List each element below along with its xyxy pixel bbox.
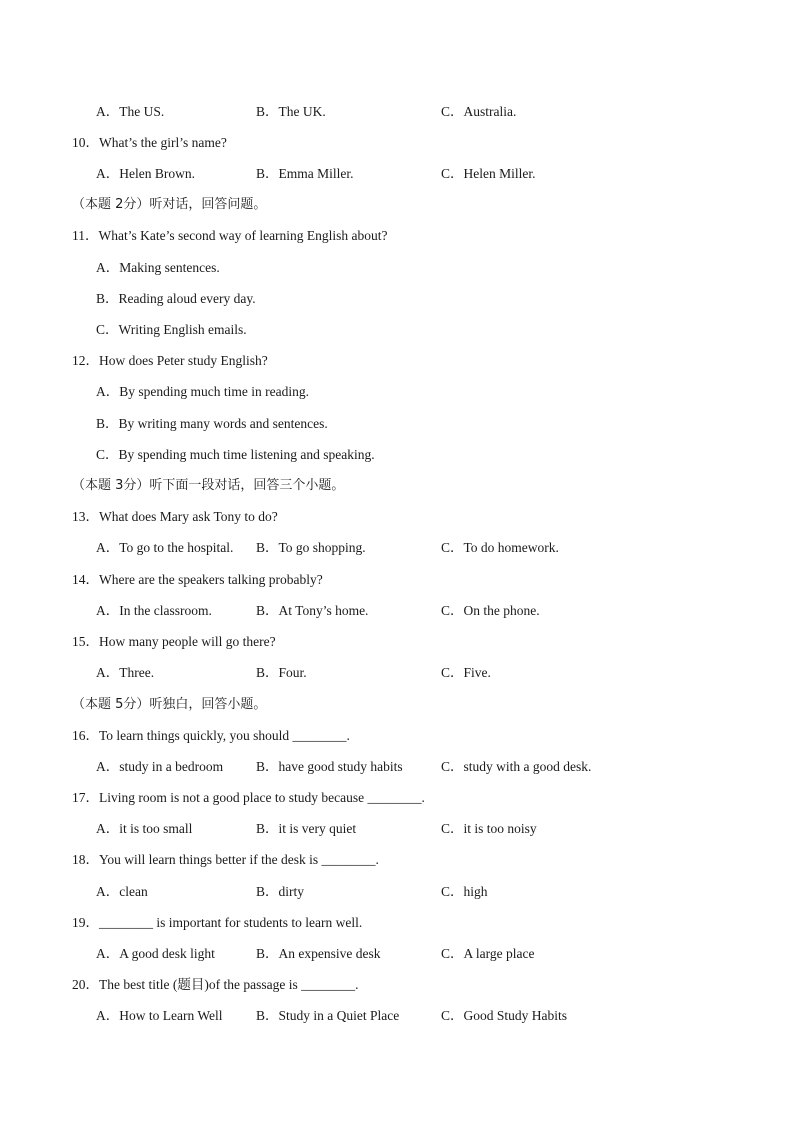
- q9-options: [0, 103, 794, 121]
- q13-option-c: C．To do homework.: [441, 540, 559, 555]
- q12-option-a: A．By spending much time in reading.: [96, 384, 309, 399]
- q16-stem: 16．To learn things quickly, you should ________.: [72, 728, 350, 743]
- q11-option-a: A．Making sentences.: [96, 260, 220, 275]
- q16-option-b: B．have good study habits: [256, 759, 403, 774]
- q14-option-b: B．At Tony’s home.: [256, 603, 369, 618]
- q10-option-c: C．Helen Miller.: [441, 166, 536, 181]
- q20-options: [0, 1007, 794, 1025]
- q19-stem: 19．________ is important for students to learn well.: [72, 915, 363, 930]
- q19-options: [0, 945, 794, 963]
- q9-option-b: B．The UK.: [256, 104, 326, 119]
- q14-options: [0, 602, 794, 620]
- q13-option-a: A．To go to the hospital.: [96, 540, 234, 555]
- q19-option-a: A．A good desk light: [96, 946, 215, 961]
- q18-option-c: C．high: [441, 884, 488, 899]
- q11-stem: 11．What’s Kate’s second way of learning English about?: [72, 228, 388, 243]
- q14-option-c: C．On the phone.: [441, 603, 540, 618]
- q10-option-b: B．Emma Miller.: [256, 166, 354, 181]
- q14-option-a: A．In the classroom.: [96, 603, 212, 618]
- q16-option-a: A．study in a bedroom: [96, 759, 224, 774]
- q15-stem: 15．How many people will go there?: [72, 634, 276, 649]
- q10-option-a: A．Helen Brown.: [96, 166, 195, 181]
- q14-stem: 14．Where are the speakers talking probably?: [72, 572, 323, 587]
- q20-option-c: C．Good Study Habits: [441, 1008, 568, 1023]
- q18-stem: 18．You will learn things better if the desk is ________.: [72, 852, 379, 867]
- q18-option-a: A．clean: [96, 884, 148, 899]
- q16-option-c: C．study with a good desk.: [441, 759, 592, 774]
- q9-option-a: A．The US.: [96, 104, 165, 119]
- q17-options: [0, 820, 794, 838]
- q15-option-c: C．Five.: [441, 665, 491, 680]
- q10-options: [0, 165, 794, 183]
- q15-option-a: A．Three.: [96, 665, 155, 680]
- q11-option-c: C．Writing English emails.: [96, 322, 247, 337]
- q20-option-a: A．How to Learn Well: [96, 1008, 223, 1023]
- section-heading-5: （本题 5分）听独白，回答小题。: [72, 697, 267, 712]
- q17-option-b: B．it is very quiet: [256, 821, 357, 836]
- q11-option-b: B．Reading aloud every day.: [96, 291, 256, 306]
- q13-option-b: B．To go shopping.: [256, 540, 366, 555]
- q17-option-c: C．it is too noisy: [441, 821, 537, 836]
- q18-options: [0, 883, 794, 901]
- q12-stem: 12．How does Peter study English?: [72, 353, 268, 368]
- q18-option-b: B．dirty: [256, 884, 305, 899]
- q12-option-b: B．By writing many words and sentences.: [96, 416, 328, 431]
- q13-options: [0, 539, 794, 557]
- q16-options: [0, 758, 794, 776]
- q15-options: [0, 664, 794, 682]
- q13-stem: 13．What does Mary ask Tony to do?: [72, 509, 278, 524]
- q19-option-b: B．An expensive desk: [256, 946, 381, 961]
- q17-stem: 17．Living room is not a good place to study because ________.: [72, 790, 425, 805]
- q12-option-c: C．By spending much time listening and speaking.: [96, 447, 375, 462]
- q20-option-b: B．Study in a Quiet Place: [256, 1008, 400, 1023]
- section-heading-2: （本题 2分）听对话，回答问题。: [72, 197, 267, 212]
- q10-stem: 10．What’s the girl’s name?: [72, 135, 227, 150]
- section-heading-3: （本题 3分）听下面一段对话，回答三个小题。: [72, 478, 345, 493]
- q20-stem: 20．The best title (题目)of the passage is ________.: [72, 977, 359, 992]
- q15-option-b: B．Four.: [256, 665, 307, 680]
- q17-option-a: A．it is too small: [96, 821, 193, 836]
- q9-option-c: C．Australia.: [441, 104, 517, 119]
- q19-option-c: C．A large place: [441, 946, 535, 961]
